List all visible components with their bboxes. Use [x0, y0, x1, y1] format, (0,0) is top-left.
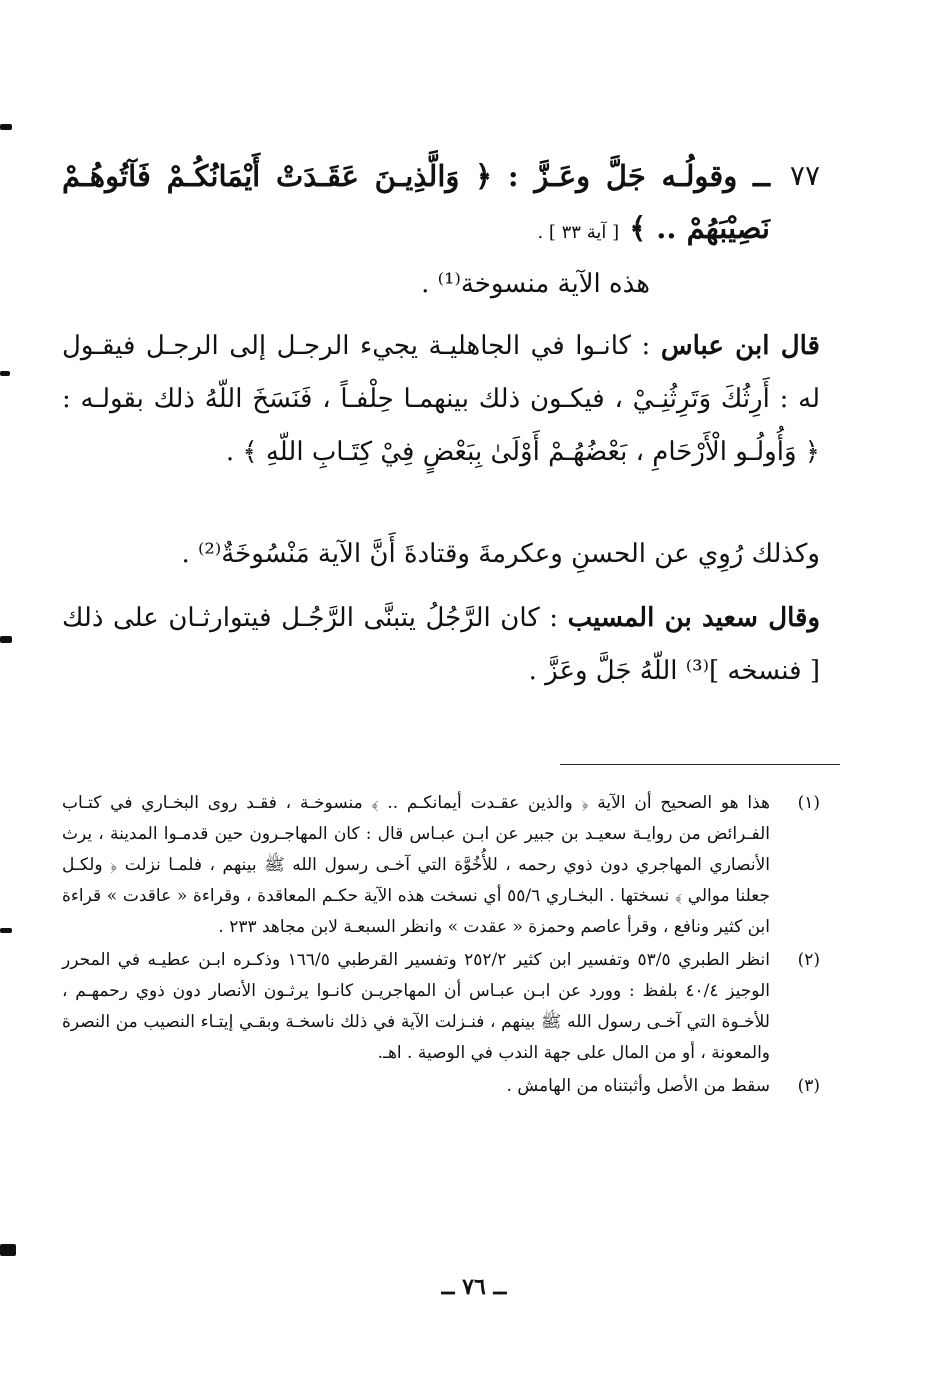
- verse-reference: [ آية ٣٣ ] .: [537, 222, 620, 243]
- footnote-text: هذا هو الصحيح أن الآية ﴿ والذين عقـدت أيمانكـم .. ﴾ منسوخـة ، فقـد روى البخـاري في كتـاب الفـرائض من روايـة سعيـد بن جبير عن ابـن عبـاس قال : كان المهاجـرون حين قدمـوا المدينة ، يرث الأنصاري المهاجري دون ذوي رحمه ، للأُخُوَّة التي آخـى رسول الله ﷺ بينهم ، فلمـا نزلت ﴿ ولكـل جعلنا موالي ﴾ نسختها . البخـاري ٥٥/٦ أي نسخت هذه الآية حكـم المعاقدة ، وقراءة « عاقدت » قراءة ابن كثير ونافع ، وقرأ عاصم وحمزة « عقدت » وانظر السبعـة لابن مجاهد ٢٣٣ .: [62, 793, 770, 937]
- footnote-separator: [560, 764, 840, 765]
- entry-heading: [62, 150, 770, 259]
- entry-number: ٧٧: [789, 159, 820, 192]
- scan-edge-mark: [0, 124, 12, 130]
- footnote-text: سقط من الأصل وأثبتناه من الهامش .: [506, 1076, 770, 1096]
- scan-edge-mark: [0, 636, 12, 643]
- paragraph-text: : كانـوا في الجاهليـة يجيء الرجـل إلى الرجـل فيقـول له : أَرِثُكَ وَتَرِثُنِـيْ ، فيكـون ذلك بينهمـا حِلْفـاً ، فَنَسَخَ اللّهُ ذلك بقولـه : ﴿ وَأُولُـو الْأَرْحَامِ ، بَعْضُهُـمْ أَوْلَىٰ بِبَعْضٍ فِيْ كِتَـابِ اللّهِ ﴾ .: [62, 331, 820, 467]
- footnotes: [62, 788, 820, 1104]
- footnote: [62, 788, 820, 943]
- speaker-name: قال ابن عباس: [660, 331, 820, 361]
- paragraph-text: : كان الرَّجُلُ يتبنَّى الرَّجُـل فيتوارثـان على ذلك [ فنسخه ]⁽³⁾ اللّهُ جَلَّ وعَزَّ .: [62, 603, 820, 686]
- speaker-name: وقال سعيد بن المسيب: [567, 603, 820, 633]
- footnote: [62, 945, 820, 1069]
- scan-edge-mark: [0, 1244, 16, 1256]
- page-number: ــ ٧٦ ــ: [441, 1274, 507, 1300]
- scan-edge-mark: [0, 928, 12, 933]
- heading-verse-text: ــ وقولُـه جَلَّ وعَـزَّ : ﴿ وَالَّذِيـنَ عَقَـدَتْ أَيْمَانُكُـمْ فَآتُوهُـمْ نَصِيْبَهُمْ .. ﴾: [62, 159, 770, 245]
- footnote-number: (١): [797, 793, 820, 813]
- paragraph-abrogation-note: هذه الآية منسوخة⁽¹⁾ .: [421, 269, 650, 299]
- footnote: [62, 1071, 820, 1102]
- paragraph-ibn-abbas: [62, 320, 820, 479]
- footnote-number: (٢): [797, 950, 820, 970]
- footnote-number: (٣): [797, 1076, 820, 1096]
- paragraph-ibn-musayyib: [62, 592, 820, 698]
- footnote-text: انظر الطبري ٥٣/٥ وتفسير ابن كثير ٢٥٢/٢ وتفسير القرطبي ١٦٦/٥ وذكـره ابـن عطيـه في المحرر الوجيز ٤٠/٤ بلفظ : وورد عن ابـن عبـاس أن المهاجريـن كانـوا يرثـون الأنصار دون ذوي رحمهـم ، للأخـوة التي آخـى رسول الله ﷺ بينهم ، فنـزلت الآية في ذلك ناسخـة وبقـي إيتـاء النصيب من النصرة والمعونة ، أو من المال على جهة الندب في الوصية . اهـ.: [62, 950, 770, 1063]
- paragraph-narration: وكذلك رُوِي عن الحسنِ وعكرمةَ وقتادةَ أَنَّ الآية مَنْسُوخَةٌ⁽²⁾ .: [181, 539, 820, 569]
- scan-edge-mark: [0, 371, 10, 376]
